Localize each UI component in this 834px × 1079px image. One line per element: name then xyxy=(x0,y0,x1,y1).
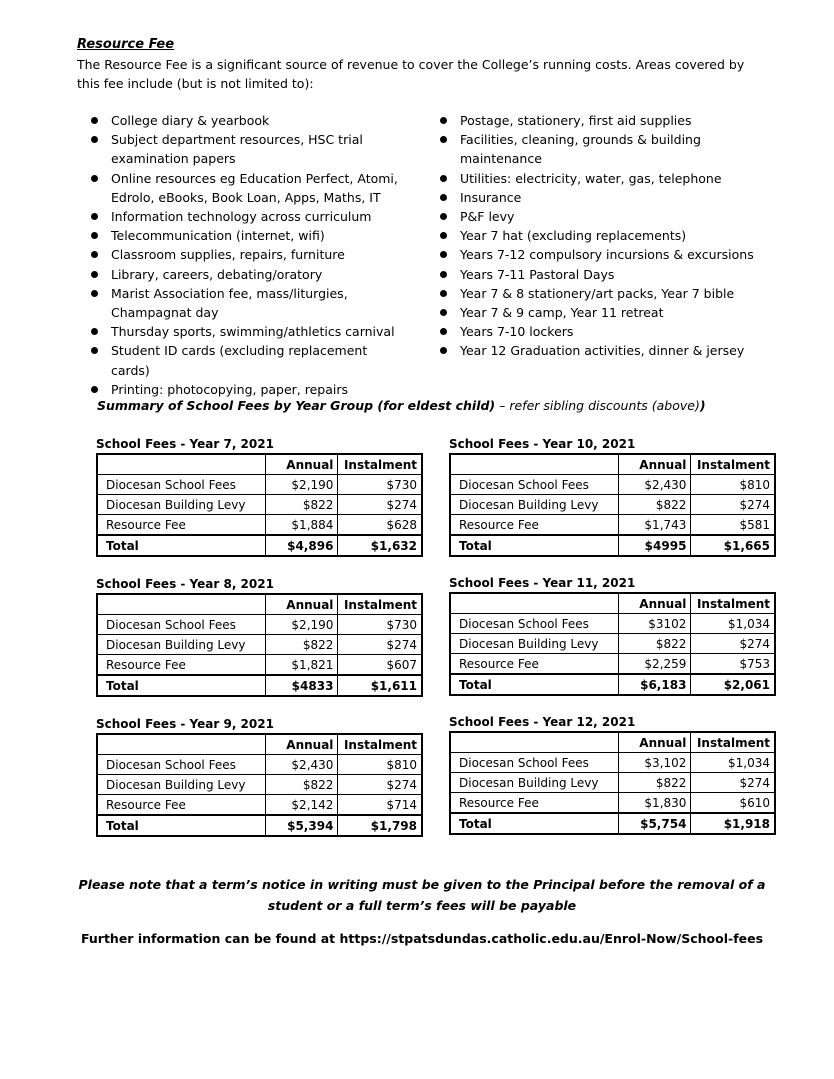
header-blank-cell xyxy=(450,454,619,475)
instalment-value: $810 xyxy=(338,755,422,775)
fee-table xyxy=(96,593,423,697)
table-row xyxy=(450,654,775,675)
fee-table-title: School Fees - Year 8, 2021 xyxy=(96,577,274,591)
table-row xyxy=(97,795,422,816)
instalment-value: $274 xyxy=(691,634,775,654)
annual-value: $822 xyxy=(619,773,691,793)
table-row xyxy=(450,753,775,773)
instalment-value: $274 xyxy=(338,635,422,655)
row-label: Resource Fee xyxy=(97,655,266,676)
list-item: Telecommunication (internet, wifi) xyxy=(88,226,408,245)
list-item: Year 7 hat (excluding replacements) xyxy=(437,226,767,245)
total-row xyxy=(97,535,422,556)
total-row xyxy=(97,675,422,696)
table-header-row xyxy=(97,594,422,615)
instalment-value: $274 xyxy=(338,775,422,795)
total-instalment: $1,611 xyxy=(338,675,422,696)
header-blank-cell xyxy=(450,593,619,614)
table-row xyxy=(97,635,422,655)
annual-value: $1,884 xyxy=(266,515,338,536)
table-row xyxy=(97,655,422,676)
row-label: Diocesan School Fees xyxy=(97,615,266,635)
fee-table xyxy=(449,453,776,557)
header-blank-cell xyxy=(450,732,619,753)
list-item: Postage, stationery, first aid supplies xyxy=(437,111,767,130)
annual-value: $1,821 xyxy=(266,655,338,676)
table-row xyxy=(97,615,422,635)
header-instalment: Instalment xyxy=(691,732,775,753)
header-annual: Annual xyxy=(266,594,338,615)
header-annual: Annual xyxy=(266,734,338,755)
row-label: Diocesan School Fees xyxy=(450,753,619,773)
intro-paragraph: The Resource Fee is a significant source of revenue to cover the College’s running costs. Areas covered by this fee include (but is not limited to): xyxy=(77,57,745,91)
fee-table xyxy=(449,731,776,835)
list-item: College diary & yearbook xyxy=(88,111,408,130)
row-label: Diocesan Building Levy xyxy=(97,775,266,795)
total-label: Total xyxy=(97,815,266,836)
fee-table-year-9 xyxy=(96,716,423,837)
total-instalment: $2,061 xyxy=(691,674,775,695)
row-label: Diocesan School Fees xyxy=(450,475,619,495)
table-row xyxy=(450,614,775,634)
bullet-list-left xyxy=(88,111,408,399)
summary-close: ) xyxy=(699,398,706,413)
section-heading: Resource Fee xyxy=(77,37,175,52)
annual-value: $822 xyxy=(619,495,691,515)
list-item: Facilities, cleaning, grounds & building maintenance xyxy=(437,130,767,168)
list-item: Utilities: electricity, water, gas, telephone xyxy=(437,169,767,188)
list-item: Year 7 & 8 stationery/art packs, Year 7 bible xyxy=(437,284,767,303)
table-row xyxy=(97,475,422,495)
table-row xyxy=(97,515,422,536)
header-annual: Annual xyxy=(619,454,691,475)
row-label: Diocesan Building Levy xyxy=(97,635,266,655)
annual-value: $2,430 xyxy=(266,755,338,775)
list-item: Insurance xyxy=(437,188,767,207)
row-label: Resource Fee xyxy=(450,793,619,814)
header-instalment: Instalment xyxy=(338,594,422,615)
header-annual: Annual xyxy=(266,454,338,475)
row-label: Resource Fee xyxy=(97,795,266,816)
list-item: Information technology across curriculum xyxy=(88,207,408,226)
list-item: Subject department resources, HSC trial examination papers xyxy=(88,130,408,168)
list-item: Thursday sports, swimming/athletics carnival xyxy=(88,322,408,341)
total-row xyxy=(97,815,422,836)
table-header-row xyxy=(97,454,422,475)
instalment-value: $753 xyxy=(691,654,775,675)
table-row xyxy=(450,634,775,654)
total-row xyxy=(450,674,775,695)
annual-value: $3,102 xyxy=(619,753,691,773)
bullet-list-right xyxy=(437,111,767,361)
list-item: Years 7-11 Pastoral Days xyxy=(437,265,767,284)
total-annual: $5,754 xyxy=(619,813,691,834)
total-instalment: $1,918 xyxy=(691,813,775,834)
list-item: Printing: photocopying, paper, repairs xyxy=(88,380,408,399)
table-header-row xyxy=(450,593,775,614)
total-label: Total xyxy=(450,813,619,834)
fee-table-year-12 xyxy=(449,714,776,835)
table-row xyxy=(97,755,422,775)
header-blank-cell xyxy=(97,454,266,475)
instalment-value: $730 xyxy=(338,475,422,495)
instalment-value: $714 xyxy=(338,795,422,816)
table-header-row xyxy=(97,734,422,755)
annual-value: $822 xyxy=(619,634,691,654)
further-info-text: Further information can be found at https://stpatsdundas.catholic.edu.au/Enrol-Now/School-fees xyxy=(80,931,764,946)
list-item: Classroom supplies, repairs, furniture xyxy=(88,245,408,264)
fee-table-year-10 xyxy=(449,436,776,557)
total-annual: $4,896 xyxy=(266,535,338,556)
notice-text: Please note that a term’s notice in writing must be given to the Principal before the removal of a student or a full term’s fees will be payable xyxy=(78,877,766,913)
row-label: Diocesan School Fees xyxy=(97,475,266,495)
row-label: Diocesan Building Levy xyxy=(450,495,619,515)
header-instalment: Instalment xyxy=(338,734,422,755)
table-row xyxy=(450,495,775,515)
header-blank-cell xyxy=(97,594,266,615)
row-label: Diocesan School Fees xyxy=(97,755,266,775)
instalment-value: $581 xyxy=(691,515,775,536)
list-item: Year 7 & 9 camp, Year 11 retreat xyxy=(437,303,767,322)
instalment-value: $730 xyxy=(338,615,422,635)
total-instalment: $1,665 xyxy=(691,535,775,556)
total-label: Total xyxy=(97,675,266,696)
total-annual: $4833 xyxy=(266,675,338,696)
header-instalment: Instalment xyxy=(338,454,422,475)
table-row xyxy=(450,475,775,495)
fee-table xyxy=(96,733,423,837)
list-item: Years 7-10 lockers xyxy=(437,322,767,341)
header-annual: Annual xyxy=(619,732,691,753)
header-instalment: Instalment xyxy=(691,454,775,475)
total-row xyxy=(450,813,775,834)
annual-value: $2,142 xyxy=(266,795,338,816)
instalment-value: $628 xyxy=(338,515,422,536)
table-row xyxy=(450,515,775,536)
instalment-value: $274 xyxy=(338,495,422,515)
annual-value: $2,259 xyxy=(619,654,691,675)
annual-value: $822 xyxy=(266,635,338,655)
row-label: Diocesan Building Levy xyxy=(450,634,619,654)
fee-table-year-11 xyxy=(449,575,776,696)
list-item: Online resources eg Education Perfect, Atomi, Edrolo, eBooks, Book Loan, Apps, Maths, IT xyxy=(88,169,408,207)
instalment-value: $1,034 xyxy=(691,614,775,634)
annual-value: $2,190 xyxy=(266,615,338,635)
instalment-value: $274 xyxy=(691,495,775,515)
fee-table-title: School Fees - Year 12, 2021 xyxy=(449,715,636,729)
table-row xyxy=(450,793,775,814)
summary-note: – refer sibling discounts (above) xyxy=(495,398,700,413)
fee-table-title: School Fees - Year 7, 2021 xyxy=(96,437,274,451)
header-instalment: Instalment xyxy=(691,593,775,614)
table-row xyxy=(97,495,422,515)
total-row xyxy=(450,535,775,556)
row-label: Diocesan Building Levy xyxy=(450,773,619,793)
fee-table-year-8 xyxy=(96,576,423,697)
table-row xyxy=(450,773,775,793)
instalment-value: $610 xyxy=(691,793,775,814)
annual-value: $822 xyxy=(266,775,338,795)
list-item: Library, careers, debating/oratory xyxy=(88,265,408,284)
fee-table xyxy=(96,453,423,557)
table-row xyxy=(97,775,422,795)
table-header-row xyxy=(450,732,775,753)
instalment-value: $1,034 xyxy=(691,753,775,773)
annual-value: $2,430 xyxy=(619,475,691,495)
fee-table xyxy=(449,592,776,696)
fee-table-title: School Fees - Year 10, 2021 xyxy=(449,437,636,451)
total-label: Total xyxy=(450,535,619,556)
annual-value: $1,743 xyxy=(619,515,691,536)
instalment-value: $607 xyxy=(338,655,422,676)
list-item: P&F levy xyxy=(437,207,767,226)
row-label: Resource Fee xyxy=(450,515,619,536)
list-item: Student ID cards (excluding replacement cards) xyxy=(88,341,408,379)
summary-title: Summary of School Fees by Year Group (for eldest child) xyxy=(97,398,496,413)
header-annual: Annual xyxy=(619,593,691,614)
fee-table-title: School Fees - Year 9, 2021 xyxy=(96,717,274,731)
total-instalment: $1,798 xyxy=(338,815,422,836)
list-item: Years 7-12 compulsory incursions & excursions xyxy=(437,245,767,264)
header-blank-cell xyxy=(97,734,266,755)
row-label: Diocesan School Fees xyxy=(450,614,619,634)
instalment-value: $274 xyxy=(691,773,775,793)
annual-value: $2,190 xyxy=(266,475,338,495)
total-annual: $4995 xyxy=(619,535,691,556)
summary-heading xyxy=(97,398,706,413)
instalment-value: $810 xyxy=(691,475,775,495)
row-label: Resource Fee xyxy=(97,515,266,536)
row-label: Resource Fee xyxy=(450,654,619,675)
total-annual: $6,183 xyxy=(619,674,691,695)
table-header-row xyxy=(450,454,775,475)
fee-table-year-7 xyxy=(96,436,423,557)
total-label: Total xyxy=(97,535,266,556)
total-label: Total xyxy=(450,674,619,695)
annual-value: $3102 xyxy=(619,614,691,634)
total-annual: $5,394 xyxy=(266,815,338,836)
total-instalment: $1,632 xyxy=(338,535,422,556)
list-item: Year 12 Graduation activities, dinner & jersey xyxy=(437,341,767,360)
annual-value: $822 xyxy=(266,495,338,515)
row-label: Diocesan Building Levy xyxy=(97,495,266,515)
fee-table-title: School Fees - Year 11, 2021 xyxy=(449,576,636,590)
list-item: Marist Association fee, mass/liturgies, Champagnat day xyxy=(88,284,408,322)
annual-value: $1,830 xyxy=(619,793,691,814)
